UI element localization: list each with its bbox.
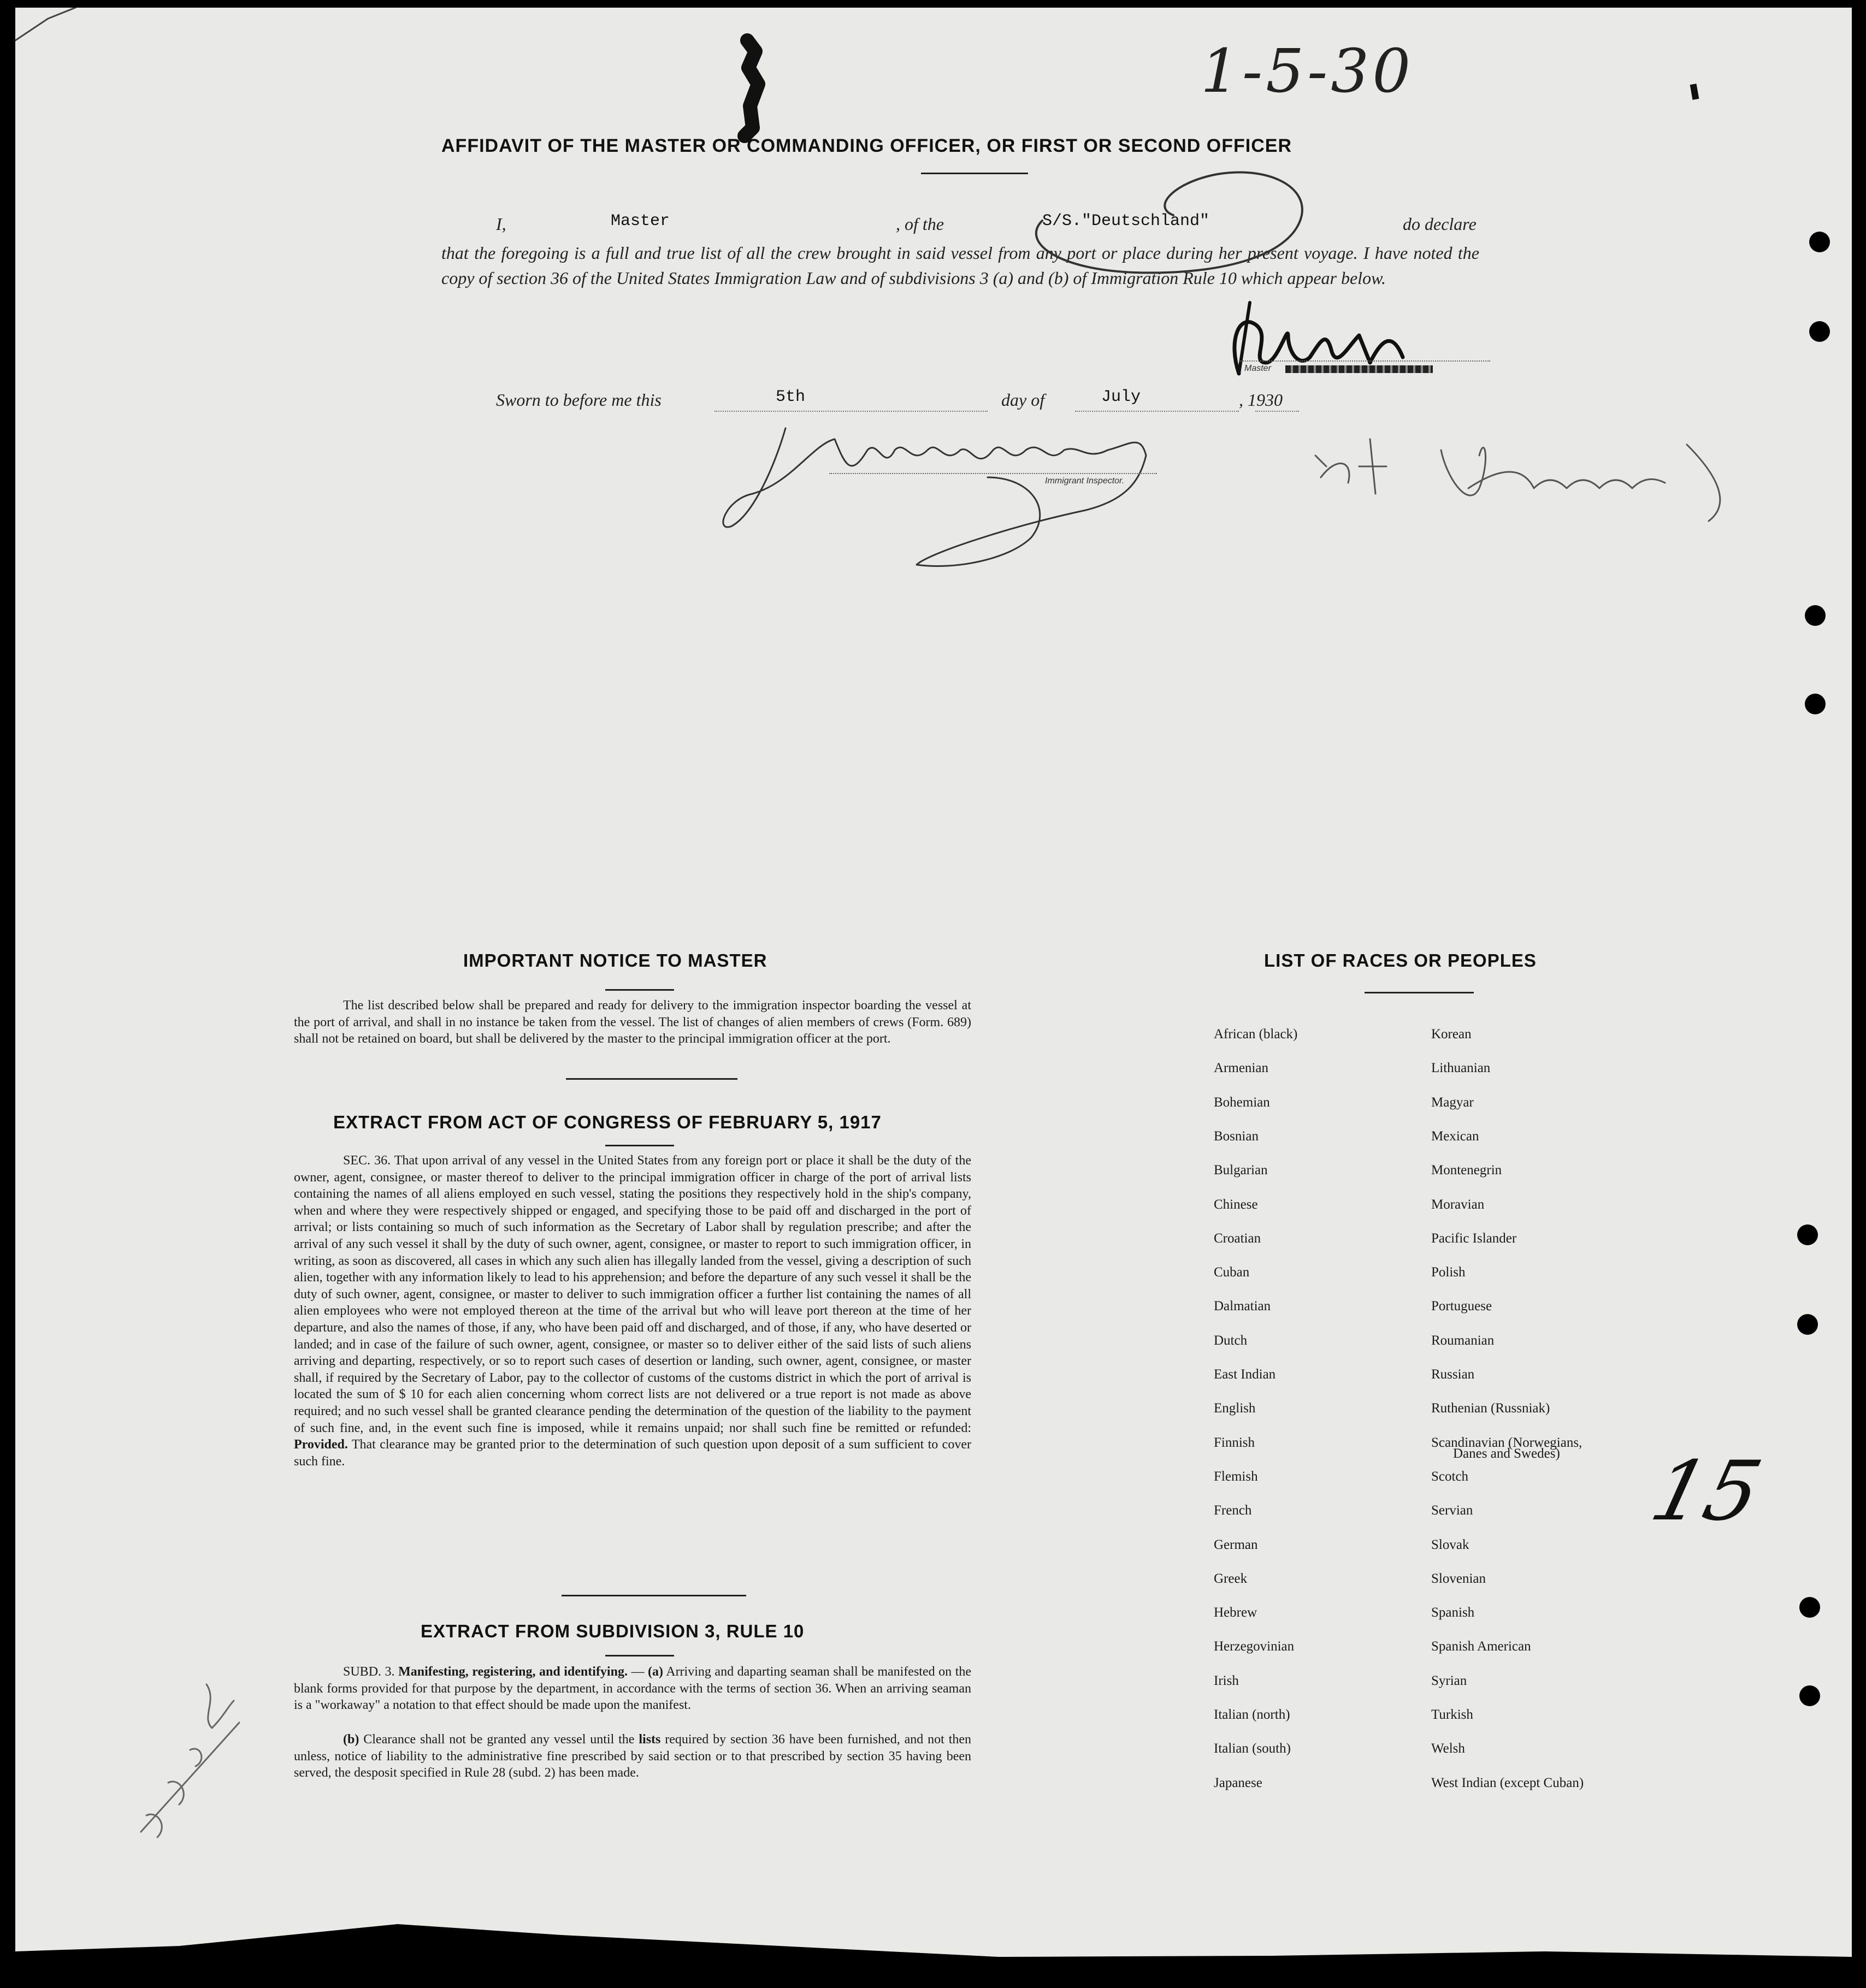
punch-hole: [1805, 605, 1826, 626]
race-item: Finnish: [1214, 1435, 1255, 1450]
race-item: German: [1214, 1537, 1258, 1552]
race-item: African (black): [1214, 1027, 1298, 1042]
race-item: Slovenian: [1431, 1571, 1486, 1586]
race-item: Ruthenian (Russniak): [1431, 1401, 1550, 1416]
subdivision-b-text: [294, 1731, 971, 1782]
race-item: Scandinavian (Norwegians,: [1431, 1435, 1582, 1450]
subdivision-a-heading: Manifesting, registering, and identifying.: [398, 1665, 628, 1679]
race-item: Japanese: [1214, 1775, 1262, 1790]
master-struck-text: [1285, 365, 1433, 373]
notice-title-rule: [605, 989, 674, 991]
corner-mark: [15, 8, 81, 51]
race-item: Russian: [1431, 1367, 1475, 1382]
race-item: French: [1214, 1503, 1252, 1518]
race-item: Roumanian: [1431, 1333, 1495, 1348]
i-label: I,: [496, 214, 506, 234]
master-signature-line: [1239, 360, 1490, 362]
master-signature: [1206, 292, 1436, 395]
sworn-year-field: , 1930: [1239, 390, 1283, 410]
officer-title-field: Master: [611, 212, 670, 230]
corner-tick: [1690, 84, 1699, 100]
punch-hole: [1799, 1685, 1820, 1706]
handwritten-stamp-number: 1-5-30: [1201, 36, 1414, 106]
margin-note-number: 15: [1642, 1444, 1770, 1539]
punch-hole: [1797, 1314, 1818, 1335]
races-title: LIST OF RACES OR PEOPLES: [1264, 950, 1537, 971]
act-extract-text: [294, 1152, 971, 1470]
act-extract-end: That clearance may be granted prior to the determination of such question upon deposit of a sum sufficient to cover such fine.: [294, 1437, 971, 1469]
race-item: English: [1214, 1401, 1256, 1416]
race-item: Italian (south): [1214, 1741, 1291, 1756]
race-item: Cuban: [1214, 1265, 1250, 1280]
race-item: Herzegovinian: [1214, 1639, 1295, 1654]
race-item: Slovak: [1431, 1537, 1469, 1552]
subdivision-b-label: (b): [343, 1732, 359, 1747]
race-item: Welsh: [1431, 1741, 1465, 1756]
race-item: Spanish: [1431, 1605, 1475, 1620]
race-item: Hebrew: [1214, 1605, 1257, 1620]
race-item: Portuguese: [1431, 1299, 1492, 1314]
race-item: Chinese: [1214, 1197, 1258, 1212]
do-declare-label: do declare: [1403, 214, 1477, 234]
race-item: Magyar: [1431, 1094, 1474, 1110]
race-item: Servian: [1431, 1503, 1473, 1518]
punch-hole: [1805, 694, 1826, 714]
subdivision-b-body-1: Clearance shall not be granted any vessel until the: [363, 1732, 635, 1747]
race-item: West Indian (except Cuban): [1431, 1775, 1584, 1790]
handwritten-port-note: [1304, 412, 1741, 532]
act-extract-title: EXTRACT FROM ACT OF CONGRESS OF FEBRUARY 5, 1917: [333, 1112, 882, 1132]
race-item: Moravian: [1431, 1197, 1485, 1212]
punch-hole: [1797, 1224, 1818, 1245]
torn-bottom-edge: [15, 1886, 1852, 1973]
inspector-label: Immigrant Inspector.: [1045, 476, 1125, 486]
act-extract-body: SEC. 36. That upon arrival of any vessel in the United States from any foreign port or place it shall be the duty of the owner, agent, consignee, or master thereof to deliver to the principal immigration officer in charge of the port of arrival lists containing the names of all aliens employed en such vessel, stating the positions they respectively hold in the ship's company, when and where they were respectively shipped or engaged, and specifying those to be paid off and discharged in the port of arrival; or lists containing so much of such information as the Secretary of Labor shall by regulation prescribe; and after the arrival of any such vessel it shall by the duty of such owner, agent, consignee, or master to report to such immigration officer, in writing, as soon as discovered, all cases in which any such alien has illegally landed from the vessel, giving a description of such alien, together with any information likely to lead to his apprehension; and before the departure of any such vessel it shall be the duty of such owner, agent, consignee, or master to deliver to such immigration officer a further list containing the names of all alien employees who were not employed thereon at the time of the arrival but who will leave port thereon at the time of her departure, and also the names of those, if any, who have been paid off and discharged, and of those, if any, who have deserted or landed; and in case of the failure of such owner, agent, consignee, or master so to deliver either of the said lists of such aliens arriving and departing, respectively, or so to report such cases of desertion or landing, such owner, agent, consignee, or master shall, if required by the Secretary of Labor, pay to the collector of customs of the customs district in which the port of arrival is located the sum of $ 10 for each alien concerning whom correct lists are not delivered or a true report is not made as above required; and no such vessel shall be granted clearance pending the determination of the question of the liability to the payment of such fine, and, in the event such fine is imposed, while it remains unpaid; nor shall such fine be remitted or refunded:: [294, 1153, 971, 1435]
affidavit-title: AFFIDAVIT OF THE MASTER OR COMMANDING OFFICER, OR FIRST OR SECOND OFFICER: [441, 135, 1292, 156]
of-the-label: , of the: [896, 214, 944, 234]
punch-hole: [1809, 232, 1830, 252]
races-title-rule: [1365, 992, 1474, 993]
race-item: Bosnian: [1214, 1128, 1259, 1144]
race-item: Bulgarian: [1214, 1163, 1268, 1178]
race-item: Bohemian: [1214, 1094, 1270, 1110]
race-item: Lithuanian: [1431, 1061, 1491, 1076]
day-of-label: day of: [1001, 390, 1045, 410]
race-item: Korean: [1431, 1027, 1472, 1042]
notice-text: The list described below shall be prepared and ready for delivery to the immigration inspector boarding the vessel at the port of arrival, and shall in no instance be taken from the vessel. The list of changes of alien members of crews (Form. 689) shall not be retained on board, but shall be delivered by the master to the principal immigration officer at the port.: [294, 998, 971, 1046]
race-item: Croatian: [1214, 1230, 1261, 1246]
sworn-label: Sworn to before me this: [496, 390, 662, 410]
race-item: Pacific Islander: [1431, 1230, 1517, 1246]
punch-hole: [1809, 321, 1830, 342]
margin-pencil-note: [125, 1668, 250, 1848]
inspector-signature-line: [829, 473, 1157, 474]
notice-title: IMPORTANT NOTICE TO MASTER: [463, 950, 767, 971]
vessel-name-field: S/S."Deutschland": [1042, 212, 1210, 230]
race-scandinavian-continuation: Danes and Swedes): [1453, 1446, 1560, 1461]
race-item: Flemish: [1214, 1469, 1258, 1484]
subdivision-a-text: [294, 1664, 971, 1714]
subdivision-a-lead: SUBD. 3.: [343, 1665, 395, 1679]
master-label: Master: [1244, 364, 1271, 373]
race-item: Mexican: [1431, 1128, 1479, 1144]
act-extract-provided: Provided.: [294, 1437, 348, 1452]
subdivision-b-body-2: required by section 36 have been furnished, and not then unless, notice of liability to the administrative fine prescribed by said section or to that prescribed by section 35 having been served, the desposit specified in Rule 28 (subd. 2) has been made.: [294, 1732, 972, 1780]
race-item: Irish: [1214, 1673, 1239, 1688]
punch-hole: [1799, 1597, 1820, 1618]
race-item: Turkish: [1431, 1707, 1473, 1722]
inspector-signature: [704, 401, 1206, 576]
race-item: Montenegrin: [1431, 1163, 1502, 1178]
sworn-year-line: [1255, 411, 1299, 412]
race-item: Greek: [1214, 1571, 1248, 1586]
subdivision-title-rule: [605, 1655, 674, 1656]
subdivision-b-lists: lists: [639, 1732, 661, 1747]
race-item: Syrian: [1431, 1673, 1467, 1688]
notice-end-rule: [566, 1078, 737, 1080]
subdivision-a-dash: —: [627, 1665, 648, 1679]
race-item: Spanish American: [1431, 1639, 1531, 1654]
sworn-day-field: 5th: [776, 388, 806, 406]
document-page: [15, 8, 1852, 1973]
race-item: Scotch: [1431, 1469, 1469, 1484]
race-item: Polish: [1431, 1265, 1466, 1280]
act-extract-end-rule: [562, 1595, 746, 1596]
declaration-text: that the foregoing is a full and true list of all the crew brought in said vessel from any port or place during her present voyage. I have noted the copy of section 36 of the United States Immigration Law and of subdivisions 3 (a) and (b) of Immigration Rule 10 which appear below.: [441, 243, 1479, 288]
race-item: Dalmatian: [1214, 1299, 1271, 1314]
sworn-month-field: July: [1101, 388, 1141, 406]
ink-blot: [725, 35, 775, 144]
vessel-circle-mark: [1009, 155, 1315, 281]
race-item: East Indian: [1214, 1367, 1276, 1382]
race-item: Armenian: [1214, 1061, 1268, 1076]
subdivision-title: EXTRACT FROM SUBDIVISION 3, RULE 10: [421, 1621, 805, 1641]
subdivision-a-label: (a): [648, 1665, 664, 1679]
subdivision-a-body: Arriving and daparting seaman shall be manifested on the blank forms provided for that purpose by the department, in accordance with the terms of section 36. When an arriving seaman is a "workaway" a notation to that effect should be made upon the manifest.: [294, 1665, 972, 1713]
race-item: Dutch: [1214, 1333, 1248, 1348]
act-extract-title-rule: [605, 1145, 674, 1146]
race-item: Italian (north): [1214, 1707, 1290, 1722]
